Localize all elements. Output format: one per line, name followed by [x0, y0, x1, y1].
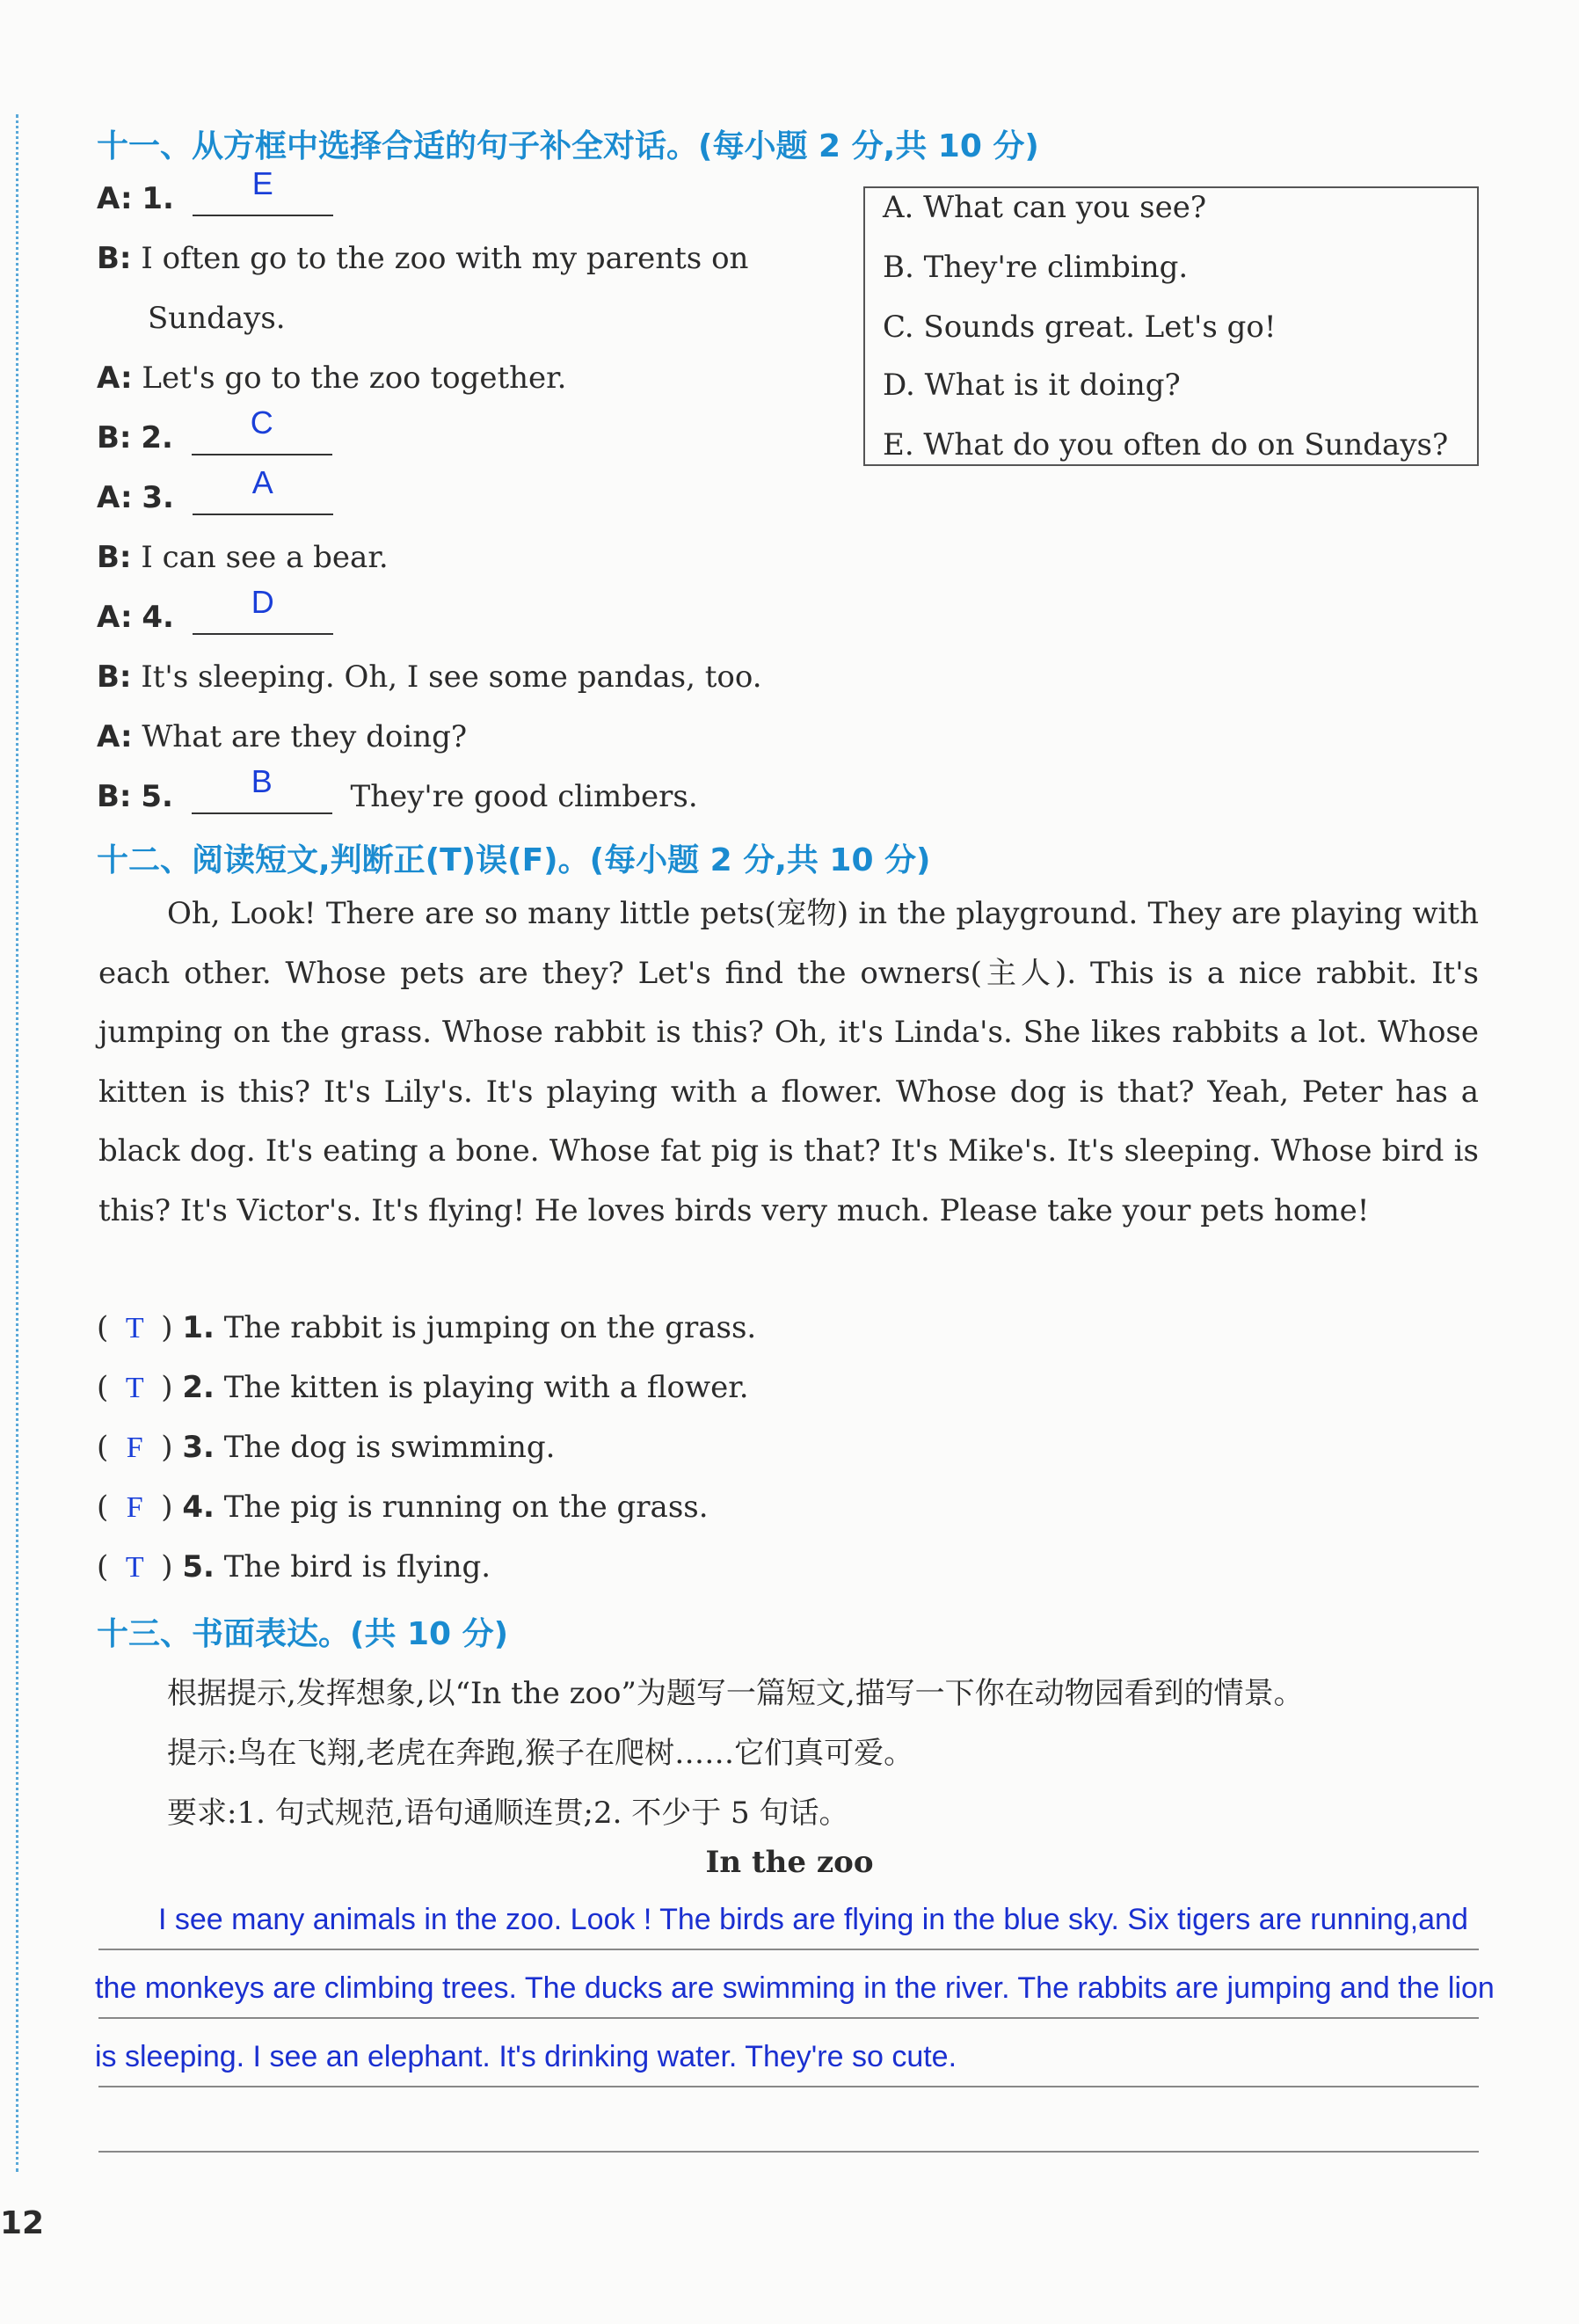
tf-question-3: ( F ) 3. The dog is swimming. [97, 1430, 556, 1465]
page-number: 12 [0, 2205, 45, 2241]
question-number: 5. [182, 1549, 215, 1585]
speaker: A: [97, 181, 133, 216]
dialogue-text: It's sleeping. Oh, I see some pandas, too. [141, 659, 762, 695]
answer-blank[interactable] [193, 584, 333, 635]
reading-passage: Oh, Look! There are so many little pets(宠物) in the playground. They are playing with each other. Whose pets are they? Let's find the owners(主人). This is a nice rabbit. It's jumping on the grass. Whose rabbit is this? Oh, it's Linda's. She likes rabbits a lot. Whose kitten is this? It's Lily's. It's playing with a flower. Whose dog is that? Yeah, Peter has a black dog. It's eating a bone. Whose fat pig is that? It's Mike's. It's sleeping. Whose bird is this? It's Victor's. It's flying! He loves birds very much. Please take your pets home! [98, 896, 1479, 1228]
question-text: The pig is running on the grass. [223, 1490, 709, 1525]
answer-text: D [251, 584, 274, 620]
options-box [863, 186, 1479, 466]
dialogue-line-6 [97, 464, 342, 515]
tf-answer[interactable]: T [125, 1551, 144, 1584]
tf-question-4: ( F ) 4. The pig is running on the grass. [97, 1490, 709, 1525]
question-text: The rabbit is jumping on the grass. [223, 1310, 757, 1345]
answer-text: E [251, 165, 273, 201]
question-text: The bird is flying. [223, 1549, 491, 1585]
writing-rule [98, 2151, 1479, 2153]
writing-requirement: 要求:1. 句式规范,语句通顺连贯;2. 不少于 5 句话。 [167, 1796, 849, 1831]
speaker: B: [97, 779, 132, 814]
dialogue-line-1 [97, 165, 342, 216]
tf-question-2: ( T ) 2. The kitten is playing with a flower. [97, 1370, 749, 1405]
essay-line-2: the monkeys are climbing trees. The ducks are swimming in the river. The rabbits are jumping and the lion [95, 1971, 1495, 2005]
writing-rule [98, 2017, 1479, 2019]
speaker: A: [97, 600, 133, 635]
speaker: B: [97, 241, 132, 276]
question-number: 5. [141, 779, 173, 814]
option-a: A. What can you see? [883, 190, 1207, 225]
answer-text: A [251, 464, 273, 500]
answer-blank[interactable] [193, 464, 333, 515]
answer-blank[interactable] [192, 763, 332, 814]
tf-question-1: ( T ) 1. The rabbit is jumping on the grass. [97, 1310, 757, 1345]
essay-title: In the zoo [705, 1845, 874, 1880]
tf-question-5: ( T ) 5. The bird is flying. [97, 1549, 491, 1585]
dialogue-text: Sundays. [148, 301, 286, 336]
dialogue-line-8 [97, 584, 342, 635]
dialogue-line-3 [148, 301, 286, 336]
speaker: A: [97, 361, 133, 396]
dialogue-line-2 [97, 241, 748, 276]
writing-instruction: 根据提示,发挥想象,以“In the zoo”为题写一篇短文,描写一下你在动物园看到的情景。 [167, 1676, 1304, 1711]
tf-answer[interactable]: F [126, 1491, 143, 1524]
essay-line-3: is sleeping. I see an elephant. It's drinking water. They're so cute. [95, 2040, 957, 2073]
writing-rule [98, 1949, 1479, 1950]
dialogue-line-10 [97, 719, 467, 754]
section-11-title: 十一、从方框中选择合适的句子补全对话。(每小题 2 分,共 10 分) [97, 128, 1039, 164]
question-number: 1. [182, 1310, 215, 1345]
option-e: E. What do you often do on Sundays? [883, 427, 1449, 463]
speaker: A: [97, 719, 133, 754]
dialogue-line-4 [97, 361, 566, 396]
dialogue-text: Let's go to the zoo together. [142, 361, 567, 396]
dialogue-line-7 [97, 540, 389, 575]
question-number: 3. [142, 480, 174, 515]
question-number: 2. [182, 1370, 215, 1405]
tf-answer[interactable]: T [125, 1372, 144, 1404]
option-d: D. What is it doing? [883, 368, 1181, 403]
dialogue-text: They're good climbers. [350, 779, 698, 814]
writing-rule [98, 2086, 1479, 2087]
speaker: B: [97, 659, 132, 695]
dialogue-line-11 [97, 763, 698, 814]
tf-answer[interactable]: F [126, 1432, 143, 1464]
dialogue-line-9 [97, 659, 762, 695]
question-number: 2. [141, 420, 173, 455]
dialogue-text: What are they doing? [142, 719, 468, 754]
answer-blank[interactable] [193, 165, 333, 216]
writing-hint: 提示:鸟在飞翔,老虎在奔跑,猴子在爬树……它们真可爱。 [167, 1736, 914, 1771]
option-b: B. They're climbing. [883, 250, 1189, 285]
question-text: The dog is swimming. [223, 1430, 556, 1465]
question-number: 3. [182, 1430, 215, 1465]
section-13-title: 十三、书面表达。(共 10 分) [97, 1616, 509, 1652]
speaker: A: [97, 480, 133, 515]
essay-line-1: I see many animals in the zoo. Look ! The birds are flying in the blue sky. Six tigers are running,and [158, 1903, 1468, 1936]
question-text: The kitten is playing with a flower. [223, 1370, 749, 1405]
dialogue-text: I can see a bear. [141, 540, 389, 575]
answer-text: C [250, 404, 273, 441]
question-number: 1. [142, 181, 174, 216]
question-number: 4. [142, 600, 174, 635]
tf-answer[interactable]: T [125, 1312, 144, 1344]
dialogue-line-5 [97, 404, 341, 455]
section-12-title: 十二、阅读短文,判断正(T)误(F)。(每小题 2 分,共 10 分) [97, 842, 931, 878]
answer-text: B [251, 763, 273, 799]
speaker: B: [97, 540, 132, 575]
dialogue-text: I often go to the zoo with my parents on [141, 241, 749, 276]
speaker: B: [97, 420, 132, 455]
option-c: C. Sounds great. Let's go! [883, 310, 1277, 345]
question-number: 4. [182, 1490, 215, 1525]
answer-blank[interactable] [192, 404, 332, 455]
